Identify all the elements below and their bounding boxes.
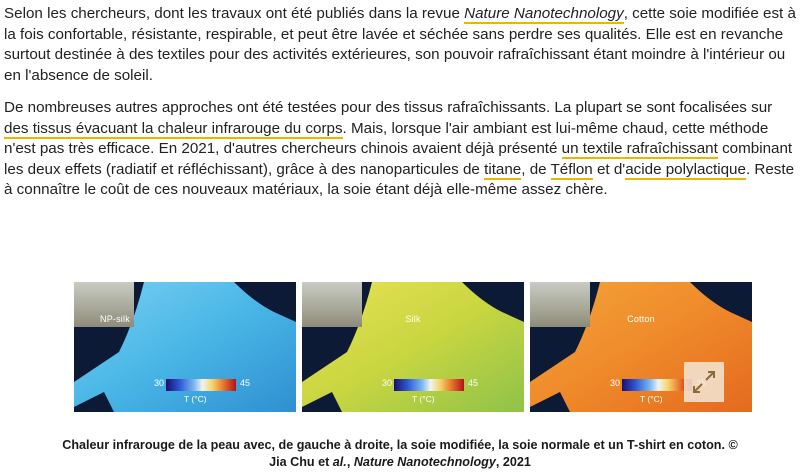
text-run: Chaleur infrarouge de la peau avec, de gauche à droite, la soie modifiée, la soie normale et un T-shirt en coton. © Jia Chu et: [62, 438, 738, 469]
text-run: . Mais, lorsque l'air ambiant est lui-même chaud, cette méthode n'est pas très efficace. En 2021, d'autres chercheurs chinois avaient déjà présenté: [4, 119, 769, 157]
color-scale-bar: [166, 379, 236, 391]
thermal-image-silk: [302, 282, 524, 412]
italic-text: al.: [332, 455, 347, 469]
para2-link-9[interactable]: acide polylactique: [625, 160, 746, 178]
scale-max-label: 45: [468, 378, 479, 388]
para2-link-1[interactable]: des tissus évacuant la chaleur infrarouge du corps: [4, 119, 343, 137]
text-run: De nombreuses autres approches ont été testées pour des tissus rafraîchissants. La plupart se sont focalisées sur: [4, 99, 773, 116]
scale-title: T (°C): [184, 394, 207, 404]
scale-min-label: 30: [382, 378, 393, 388]
scale-title: T (°C): [640, 394, 663, 404]
scale-min-label: 30: [154, 378, 165, 388]
text-run: , 2021: [495, 455, 531, 469]
color-scale-bar: [394, 379, 464, 391]
text-run: et d': [592, 160, 626, 178]
paragraph-2: [4, 98, 796, 201]
italic-text: Nature Nanotechnology: [353, 455, 496, 469]
thermal-image-np-silk: [74, 282, 296, 412]
text-run: Selon les chercheurs, dont les travaux ont été publiés dans la revue: [4, 5, 465, 22]
scale-min-label: 30: [610, 378, 621, 388]
panel-label: NP-silk: [100, 314, 130, 324]
figure-caption: [60, 437, 740, 471]
para2-link-5[interactable]: titane: [484, 160, 522, 178]
text-run: , cette soie modifiée est à la fois confortable, résistante, respirable, et peut être lavée et séchée sans perdre ses qualités. Elle est en revanche surtout destinée à des textiles pour des activités extérieures, son pouvoir rafraîchissant étant moindre à l'intérieur ou en l'absence de soleil.: [4, 5, 796, 84]
panel-label: Silk: [405, 314, 421, 324]
text-run: ,: [346, 455, 354, 469]
color-scale-bar: [622, 379, 692, 391]
paragraph-1: [4, 4, 796, 86]
para2-link-7[interactable]: Téflon: [550, 160, 593, 178]
text-run: . Reste à connaître le coût de ces nouveaux matériaux, la soie étant déjà elle-même assez chère.: [4, 160, 795, 198]
para2-link-3[interactable]: un textile rafraîchissant: [561, 140, 718, 157]
scale-max-label: 45: [240, 378, 251, 388]
panel-label: Cotton: [627, 314, 655, 324]
scale-title: T (°C): [412, 394, 435, 404]
expand-arrows-icon[interactable]: [684, 362, 724, 402]
text-run: combinant les deux effets (radiatif et réfléchissant), grâce à des nanoparticules de: [4, 140, 793, 178]
para1-link-1[interactable]: Nature Nanotechnology: [464, 5, 624, 22]
text-run: , de: [521, 160, 551, 178]
